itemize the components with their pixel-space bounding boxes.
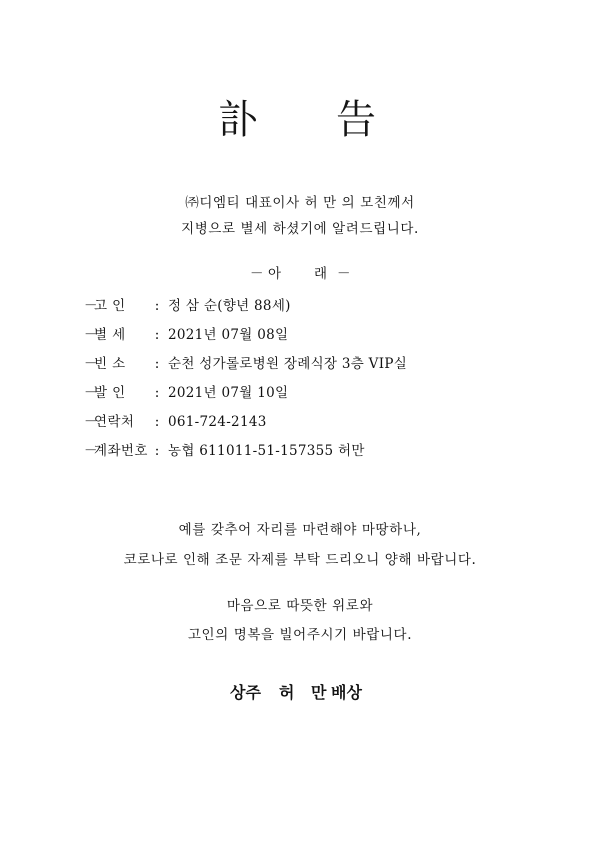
section-char-2: 래 xyxy=(314,266,328,282)
detail-value: 061-724-2143 xyxy=(168,413,267,430)
section-dash-left: － xyxy=(250,266,264,282)
signature-surname: 허 xyxy=(279,683,295,702)
detail-key: 연락처 xyxy=(94,413,135,430)
detail-value: 농협 611011-51-157355 허만 xyxy=(168,442,365,459)
detail-row-account xyxy=(84,436,407,465)
detail-key: 빈 소 xyxy=(94,355,126,372)
detail-key: 계좌번호 xyxy=(94,442,148,459)
notice-line-2: 코로나로 인해 조문 자제를 부탁 드리오니 양해 바랍니다. xyxy=(123,552,477,568)
detail-row-procession xyxy=(84,378,407,407)
detail-colon: : xyxy=(154,297,160,314)
detail-row-contact xyxy=(84,407,407,436)
signature-given-name: 만 xyxy=(311,683,327,702)
detail-colon: : xyxy=(154,442,160,459)
detail-dash: － xyxy=(84,413,98,430)
detail-dash: － xyxy=(84,297,98,314)
section-label xyxy=(0,264,600,284)
document-title xyxy=(0,96,600,156)
signature-respectfully: 배상 xyxy=(331,683,362,702)
title-char-obituary: 訃 xyxy=(218,97,258,143)
closing-line-1: 마음으로 따뜻한 위로와 xyxy=(226,598,374,614)
detail-row-date-of-death xyxy=(84,320,407,349)
detail-value: 정 삼 순(향년 88세) xyxy=(168,297,291,314)
detail-colon: : xyxy=(154,355,160,372)
detail-row-funeral-hall xyxy=(84,349,407,378)
detail-key: 발 인 xyxy=(94,384,126,401)
notice-line-1: 예를 갖추어 자리를 마련해야 마땅하나, xyxy=(178,522,422,538)
detail-dash: － xyxy=(84,355,98,372)
detail-value: 2021년 07월 10일 xyxy=(168,384,289,401)
intro-line-1: ㈜디엠티 대표이사 허 만 의 모친께서 xyxy=(185,195,415,211)
detail-dash: － xyxy=(84,442,98,459)
detail-colon: : xyxy=(154,326,160,343)
detail-colon: : xyxy=(154,384,160,401)
detail-value: 순천 성가롤로병원 장례식장 3층 VIP실 xyxy=(168,355,408,372)
detail-key: 별 세 xyxy=(94,326,126,343)
title-char-notice: 告 xyxy=(336,97,376,143)
signature xyxy=(0,681,600,707)
signature-chief-mourner: 상주 xyxy=(230,683,261,702)
detail-dash: － xyxy=(84,384,98,401)
section-dash-right: － xyxy=(337,266,351,282)
details-list xyxy=(84,291,407,465)
detail-dash: － xyxy=(84,326,98,343)
section-char-1: 아 xyxy=(268,266,282,282)
closing-line-2: 고인의 명복을 빌어주시기 바랍니다. xyxy=(187,627,413,643)
detail-value: 2021년 07월 08일 xyxy=(168,326,289,343)
detail-row-deceased xyxy=(84,291,407,320)
intro-line-2: 지병으로 별세 하셨기에 알려드립니다. xyxy=(181,221,419,237)
detail-colon: : xyxy=(154,413,160,430)
detail-key: 고 인 xyxy=(94,297,126,314)
